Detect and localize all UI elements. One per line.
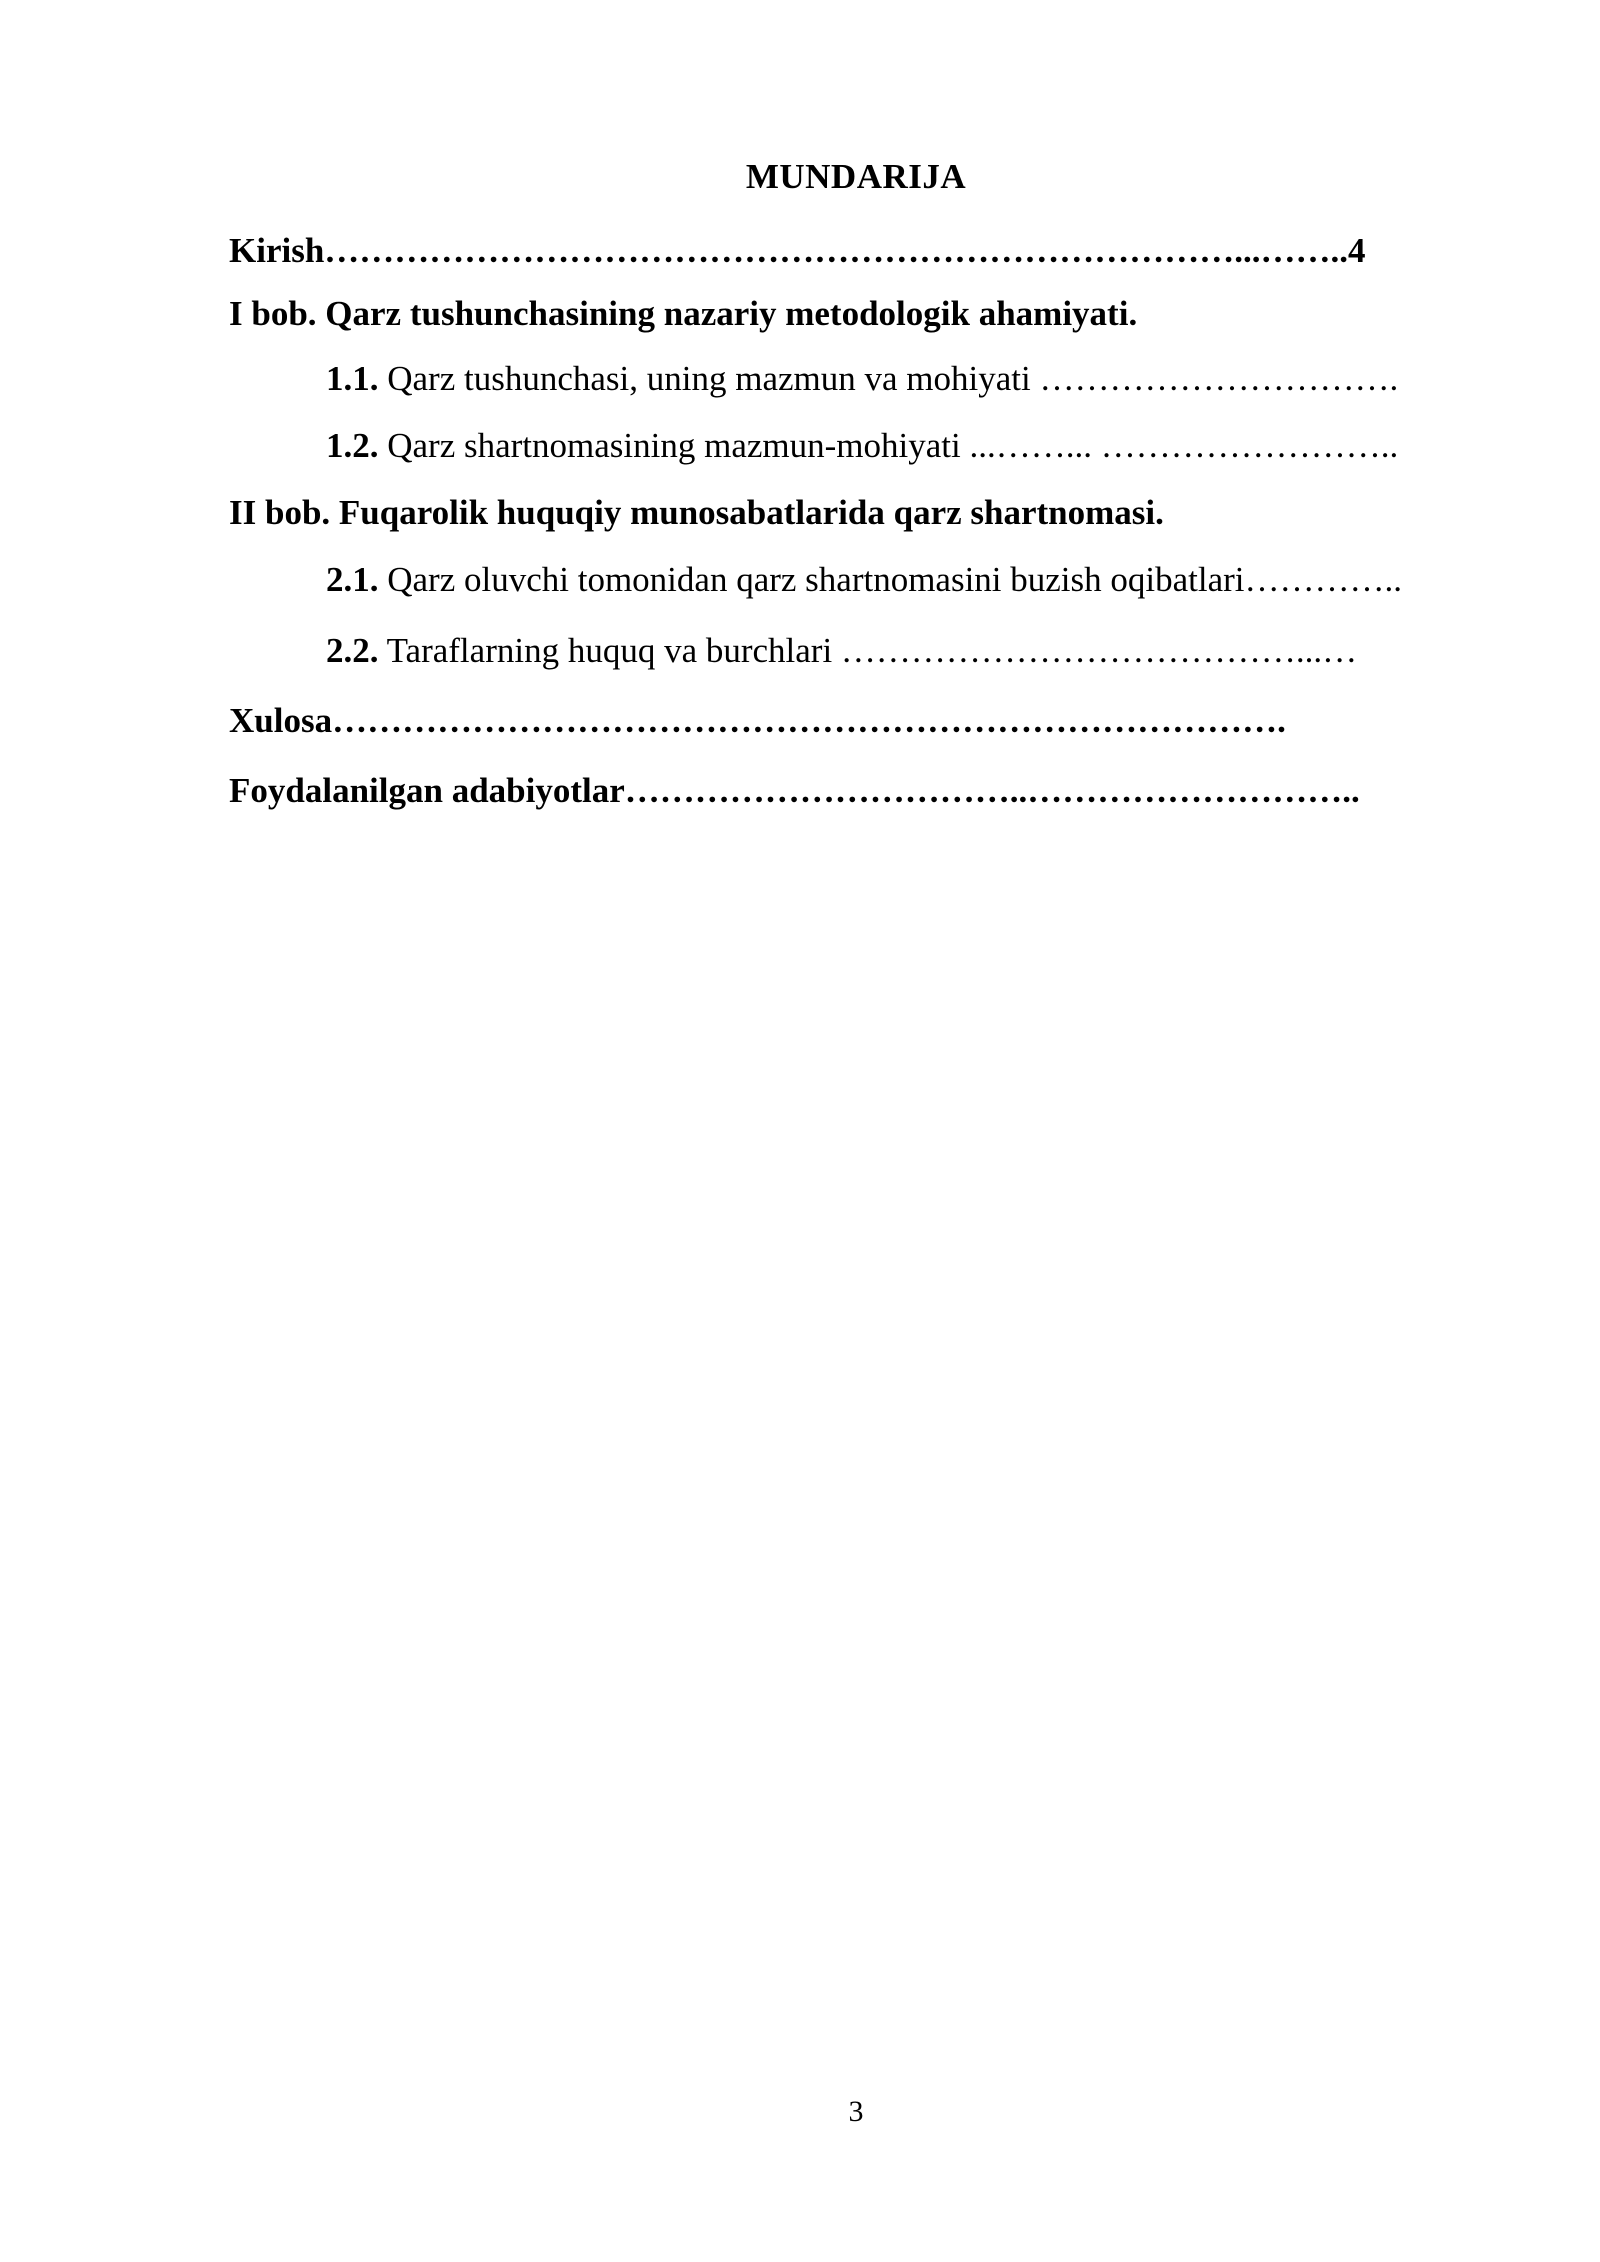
toc-entry-text: I bob. Qarz tushunchasining nazariy metodologik ahamiyati. (229, 294, 1138, 333)
toc-entry-xulosa (229, 698, 1286, 744)
toc-entry-adabiyotlar (229, 768, 1360, 814)
toc-entry-text: Qarz tushunchasi, uning mazmun va mohiyati …………………………. (378, 359, 1399, 398)
toc-section-1-1 (326, 356, 1398, 402)
toc-entry-text: Taraflarning huquq va burchlari …………………………………...… (378, 631, 1358, 670)
toc-entry-text: Xulosa………………………………………………………………………. (229, 701, 1286, 740)
toc-chapter-1 (229, 291, 1137, 337)
toc-section-number: 2.1. (326, 560, 379, 599)
toc-entry-text: Qarz oluvchi tomonidan qarz shartnomasini buzish oqibatlari………….. (378, 560, 1403, 599)
toc-chapter-2 (229, 490, 1164, 536)
toc-section-number: 1.1. (326, 359, 379, 398)
toc-section-1-2 (326, 423, 1398, 469)
toc-entry-kirish (229, 228, 1366, 274)
toc-section-number: 1.2. (326, 426, 379, 465)
toc-entry-text: Kirish……………………………………………………………………...……..4 (229, 231, 1366, 270)
toc-entry-text: Qarz shartnomasining mazmun-mohiyati ...……... …………………….. (378, 426, 1399, 465)
page-number: 3 (848, 2095, 864, 2128)
toc-section-2-1 (326, 557, 1402, 603)
toc-entry-text: II bob. Fuqarolik huquqiy munosabatlarida qarz shartnomasi. (229, 493, 1164, 532)
toc-entry-text: Foydalanilgan adabiyotlar……………………………..……………………….. (229, 771, 1360, 810)
toc-title: MUNDARIJA (745, 157, 967, 196)
toc-section-number: 2.2. (326, 631, 379, 670)
toc-section-2-2 (326, 628, 1357, 674)
